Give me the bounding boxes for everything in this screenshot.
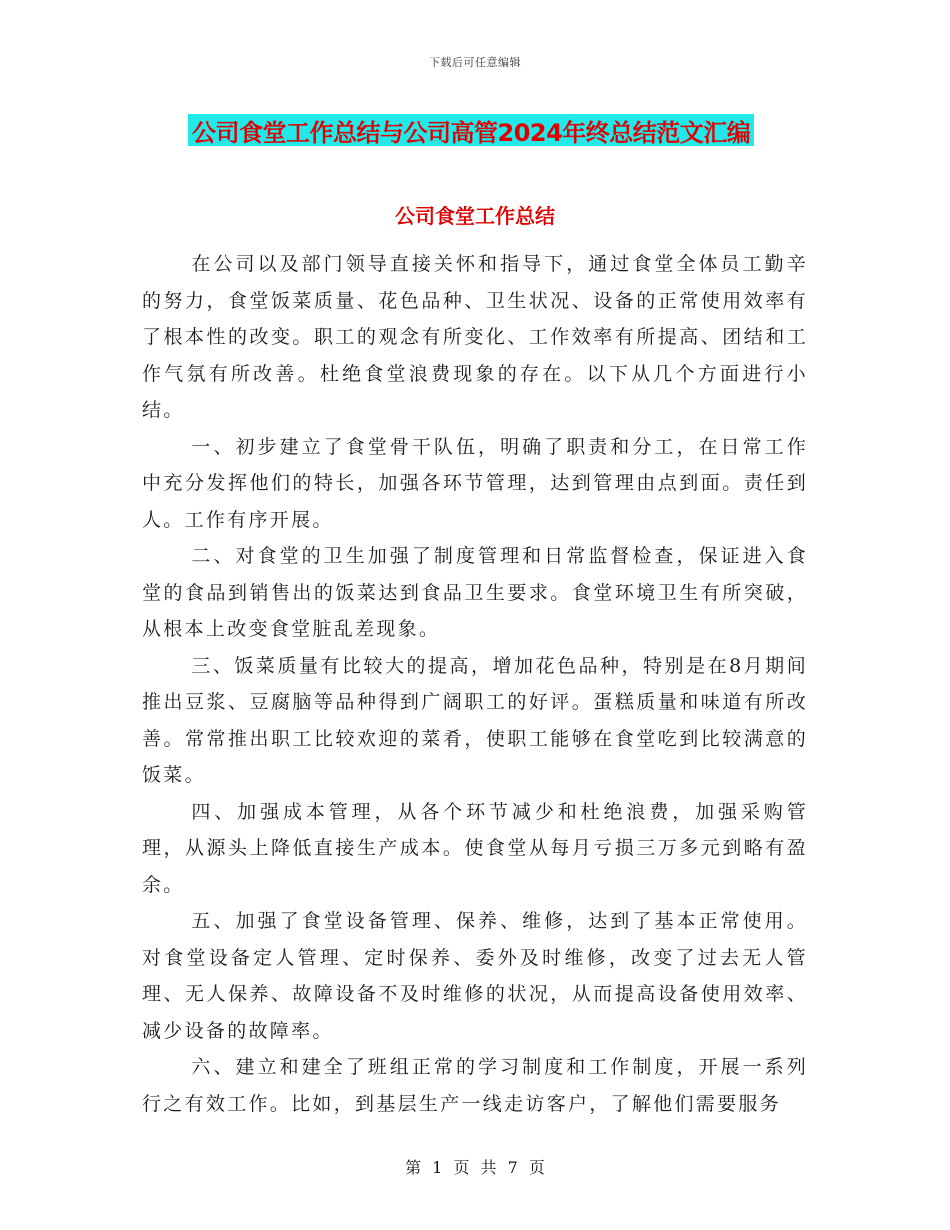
paragraph-item-1: 一、初步建立了食堂骨干队伍，明确了职责和分工，在日常工作中充分发挥他们的特长，加强各环节管理，达到管理由点到面。责任到人。工作有序开展。	[142, 435, 808, 531]
paragraph-item-6: 六、建立和建全了班组正常的学习制度和工作制度，开展一系列行之有效工作。比如，到基层生产一线走访客户，了解他们需要服务	[142, 1056, 808, 1115]
page-number-footer: 第 1 页 共 7 页	[405, 1158, 545, 1177]
paragraph-item-3: 三、饭菜质量有比较大的提高，增加花色品种，特别是在8月期间推出豆浆、豆腐脑等品种得到广阔职工的好评。蛋糕质量和味道有所改善。常常推出职工比较欢迎的菜肴，使职工能够在食堂吃到比较满意的饭菜。	[142, 654, 808, 786]
page-header-note: 下载后可任意编辑	[429, 56, 521, 69]
document-title: 公司食堂工作总结与公司高管2024年终总结范文汇编	[192, 118, 751, 147]
paragraph-intro: 在公司以及部门领导直接关怀和指导下，通过食堂全体员工勤辛的努力，食堂饭菜质量、花色品种、卫生状况、设备的正常使用效率有了根本性的改变。职工的观念有所变化、工作效率有所提高、团结和工作气氛有所改善。杜绝食堂浪费现象的存在。以下从几个方面进行小结。	[142, 253, 808, 421]
document-body	[142, 246, 808, 1122]
document-title-highlight	[188, 114, 754, 146]
section-title: 公司食堂工作总结	[395, 204, 555, 228]
paragraph-item-4: 四、加强成本管理，从各个环节减少和杜绝浪费，加强采购管理，从源头上降低直接生产成本。使食堂从每月亏损三万多元到略有盈余。	[142, 800, 808, 896]
paragraph-item-5: 五、加强了食堂设备管理、保养、维修，达到了基本正常使用。对食堂设备定人管理、定时保养、委外及时维修，改变了过去无人管理、无人保养、故障设备不及时维修的状况，从而提高设备使用效率、减少设备的故障率。	[142, 910, 808, 1042]
paragraph-item-2: 二、对食堂的卫生加强了制度管理和日常监督检查，保证进入食堂的食品到销售出的饭菜达到食品卫生要求。食堂环境卫生有所突破，从根本上改变食堂脏乱差现象。	[142, 545, 808, 640]
